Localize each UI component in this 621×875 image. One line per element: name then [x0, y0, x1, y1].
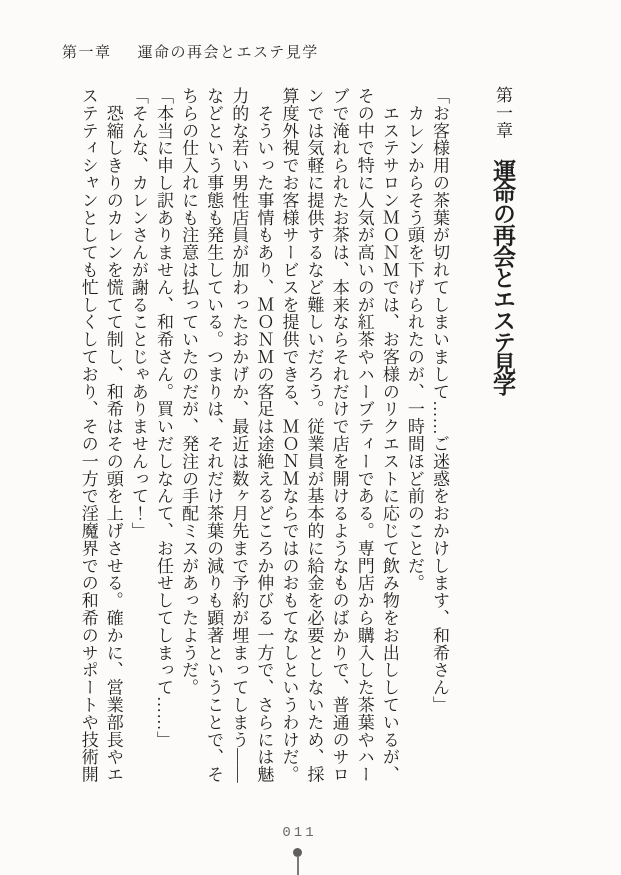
text-column: 「お客様用の茶葉が切れてしまいまして……ご迷惑をおかけします、和希さん」	[430, 87, 449, 714]
text-column: などという事態も発生している。つまりは、それだけ茶葉の減りも顕著ということで、そ	[204, 87, 224, 783]
text-column: カレンからそう頭を下げられたのが、一時間ほど前のことだ。	[404, 87, 424, 592]
running-header-chapter-label: 第一章	[62, 45, 112, 61]
body-text-block	[75, 87, 452, 787]
chapter-number: 第一章	[493, 86, 512, 140]
text-column: 「そんな、カレンさんが謝ることじゃありませんって！」	[128, 87, 148, 540]
text-column: 「本当に申し訳ありません、和希さん。買いだしなんて、お任せしてしまって……」	[153, 87, 173, 749]
text-column: その中で特に人気が高いのが紅茶やハーブティーである。専門店から購入した茶葉やハー	[354, 87, 374, 783]
text-column: 恐縮しきりのカレンを慌てて制し、和希はその頭を上げさせる。確かに、営業部長やエ	[103, 87, 123, 783]
text-column: エステサロンＭＯＮＭでは、お客様のリクエストに応じて飲み物をお出ししているが、	[379, 87, 399, 783]
text-column: ンでは気軽に提供するなど難しいだろう。従業員が基本的に給金を必要としないため、採	[304, 87, 324, 783]
text-column: 力的な若い男性店員が加わったおかげか、最近は数ヶ月先まで予約が埋まってしまう――	[229, 87, 249, 784]
text-column: 算度外視でお客様サービスを提供できる、ＭＯＮＭならではのおもてなしというわけだ。	[279, 87, 299, 783]
text-column: ブで淹れられたお茶は、本来ならそれだけで店を開けるようなものばかりで、普通のサロ	[329, 87, 349, 783]
chapter-title: 運命の再会とエステ見学	[490, 159, 515, 395]
running-header	[62, 41, 319, 62]
page-number: 011	[282, 825, 317, 841]
text-column: ちらの仕入れにも注意は払っていたのだが、発注の手配ミスがあったようだ。	[179, 87, 199, 696]
text-column: そういった事情もあり、ＭＯＮＭの客足は途絶えるどころか伸びる一方で、さらには魅	[254, 87, 274, 783]
running-header-chapter-title: 運命の再会とエステ見学	[137, 45, 319, 61]
pin-ornament-line	[297, 856, 299, 875]
chapter-heading-column	[486, 86, 519, 746]
text-column: ステティシャンとしても忙しくしており、その一方で淫魔界での和希のサポートや技術開	[78, 87, 98, 783]
